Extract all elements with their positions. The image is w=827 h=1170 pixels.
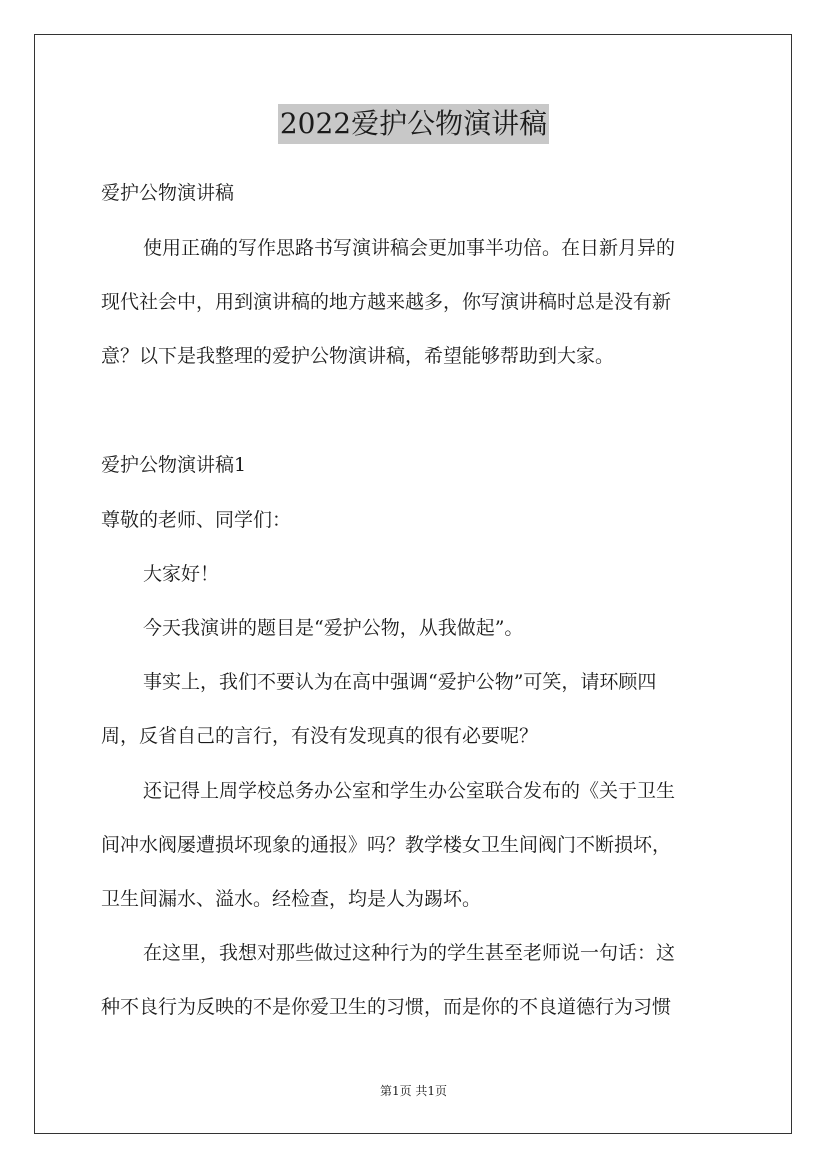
body-line: 卫生间漏水、溢水。经检查，均是人为踢坏。 [101,888,482,910]
body-line: 种不良行为反映的不是你爱卫生的习惯，而是你的不良道德行为习惯 [101,996,672,1018]
intro-line: 意？以下是我整理的爱护公物演讲稿，希望能够帮助到大家。 [101,345,615,367]
salutation: 尊敬的老师、同学们： [101,509,292,531]
section-heading: 爱护公物演讲稿1 [101,454,247,476]
title-container [0,104,827,144]
body-line: 周，反省自己的言行，有没有发现真的很有必要呢？ [101,725,539,747]
body-line: 还记得上周学校总务办公室和学生办公室联合发布的《关于卫生 [143,780,676,802]
document-title: 2022爱护公物演讲稿 [278,104,549,144]
body-line: 在这里，我想对那些做过这种行为的学生甚至老师说一句话：这 [143,942,676,964]
body-line: 间冲水阀屡遭损坏现象的通报》吗？教学楼女卫生间阀门不断损坏， [101,834,672,856]
greeting: 大家好！ [143,563,220,585]
intro-line: 使用正确的写作思路书写演讲稿会更加事半功倍。在日新月异的 [143,237,676,259]
body-line: 事实上，我们不要认为在高中强调“爱护公物”可笑，请环顾四 [143,671,657,693]
page-footer: 第1页 共1页 [379,1084,448,1098]
document-subtitle: 爱护公物演讲稿 [101,182,235,204]
intro-line: 现代社会中，用到演讲稿的地方越来越多，你写演讲稿时总是没有新 [101,291,672,313]
body-line: 今天我演讲的题目是“爱护公物，从我做起”。 [143,617,524,639]
